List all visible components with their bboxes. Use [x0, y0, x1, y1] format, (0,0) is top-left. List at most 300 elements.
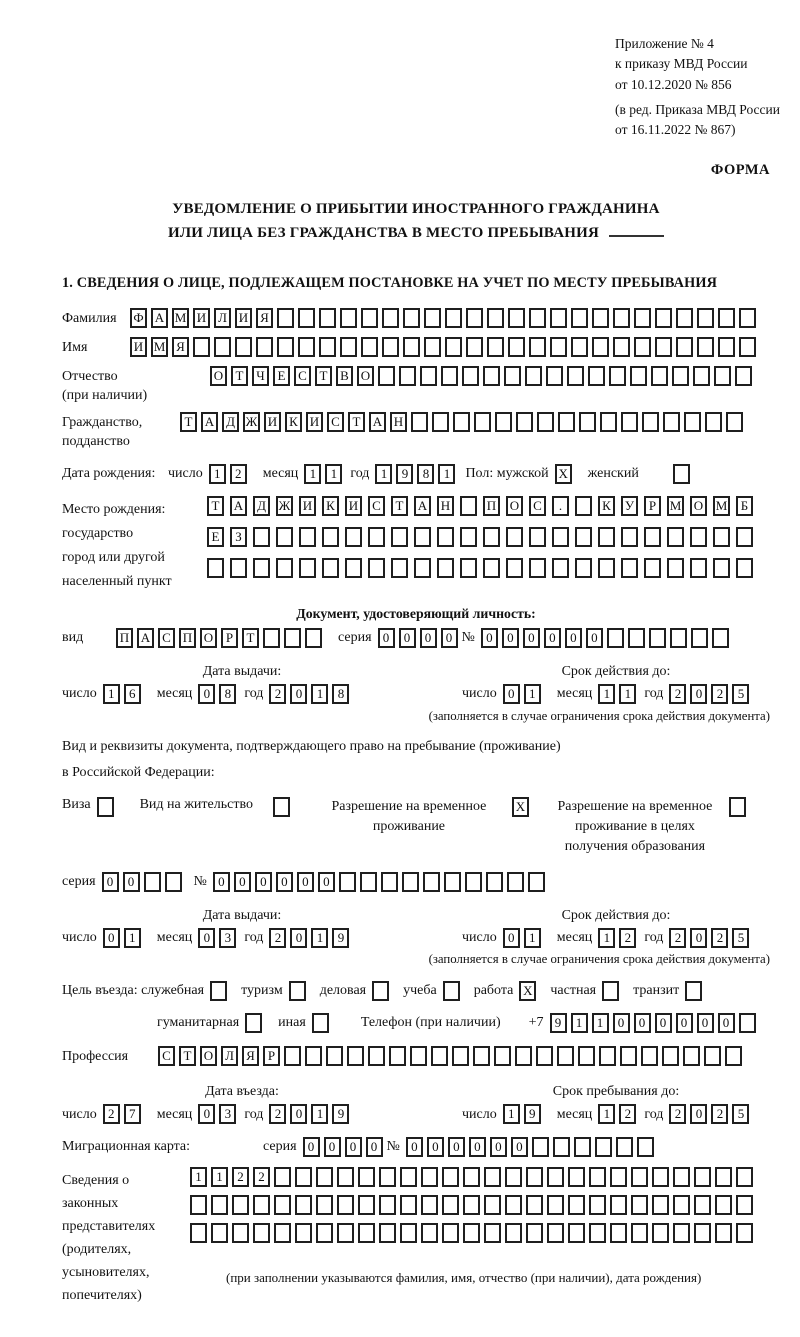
char-cell[interactable] [506, 558, 523, 578]
char-cell[interactable] [507, 872, 524, 892]
char-cell[interactable] [400, 1223, 417, 1243]
char-cell[interactable] [697, 337, 714, 357]
char-cell[interactable] [694, 1195, 711, 1215]
char-cell[interactable] [694, 1223, 711, 1243]
char-cell[interactable]: У [621, 496, 638, 516]
char-cell[interactable]: 0 [469, 1137, 486, 1157]
char-cell[interactable] [673, 1195, 690, 1215]
char-cell[interactable] [526, 1167, 543, 1187]
char-cell[interactable] [600, 412, 617, 432]
char-cell[interactable] [345, 558, 362, 578]
char-cell[interactable] [557, 1046, 574, 1066]
char-cell[interactable]: 8 [417, 464, 434, 484]
char-cell[interactable] [552, 558, 569, 578]
char-cell[interactable]: 2 [669, 1104, 686, 1124]
char-cell[interactable]: X [519, 981, 536, 1001]
char-cell[interactable] [368, 527, 385, 547]
char-cell[interactable] [299, 527, 316, 547]
char-cell[interactable]: 0 [634, 1013, 651, 1033]
char-cell[interactable]: Т [180, 412, 197, 432]
char-cell[interactable] [652, 1195, 669, 1215]
char-cell[interactable] [644, 527, 661, 547]
char-cell[interactable] [484, 1195, 501, 1215]
char-cell[interactable]: З [230, 527, 247, 547]
char-cell[interactable] [621, 527, 638, 547]
char-cell[interactable]: 1 [325, 464, 342, 484]
char-cell[interactable] [460, 527, 477, 547]
char-cell[interactable]: А [201, 412, 218, 432]
char-cell[interactable]: 7 [124, 1104, 141, 1124]
char-cell[interactable] [403, 337, 420, 357]
char-cell[interactable]: В [336, 366, 353, 386]
char-cell[interactable] [628, 628, 645, 648]
char-cell[interactable] [442, 1167, 459, 1187]
char-cell[interactable]: 1 [438, 464, 455, 484]
char-cell[interactable]: 2 [619, 928, 636, 948]
char-cell[interactable]: С [327, 412, 344, 432]
char-cell[interactable]: П [116, 628, 133, 648]
char-cell[interactable] [736, 1195, 753, 1215]
char-cell[interactable] [644, 558, 661, 578]
char-cell[interactable] [595, 1137, 612, 1157]
char-cell[interactable] [295, 1223, 312, 1243]
char-cell[interactable] [567, 366, 584, 386]
char-cell[interactable]: 1 [311, 1104, 328, 1124]
char-cell[interactable] [316, 1223, 333, 1243]
char-cell[interactable] [610, 1195, 627, 1215]
char-cell[interactable] [578, 1046, 595, 1066]
char-cell[interactable] [483, 558, 500, 578]
char-cell[interactable]: 0 [690, 928, 707, 948]
char-cell[interactable] [631, 1223, 648, 1243]
char-cell[interactable]: 0 [544, 628, 561, 648]
char-cell[interactable] [466, 308, 483, 328]
char-cell[interactable] [326, 1046, 343, 1066]
char-cell[interactable] [339, 872, 356, 892]
char-cell[interactable]: 0 [441, 628, 458, 648]
char-cell[interactable]: 6 [124, 684, 141, 704]
char-cell[interactable] [97, 797, 114, 817]
char-cell[interactable]: 3 [219, 928, 236, 948]
char-cell[interactable] [536, 1046, 553, 1066]
char-cell[interactable]: О [210, 366, 227, 386]
char-cell[interactable] [574, 1137, 591, 1157]
char-cell[interactable]: Ж [276, 496, 293, 516]
char-cell[interactable]: 2 [103, 1104, 120, 1124]
char-cell[interactable]: 2 [253, 1167, 270, 1187]
char-cell[interactable]: Д [253, 496, 270, 516]
char-cell[interactable]: А [230, 496, 247, 516]
char-cell[interactable]: 0 [318, 872, 335, 892]
char-cell[interactable] [253, 1223, 270, 1243]
char-cell[interactable] [463, 1195, 480, 1215]
char-cell[interactable] [253, 527, 270, 547]
char-cell[interactable] [553, 1137, 570, 1157]
char-cell[interactable] [609, 366, 626, 386]
char-cell[interactable]: 0 [123, 872, 140, 892]
char-cell[interactable] [411, 412, 428, 432]
char-cell[interactable] [410, 1046, 427, 1066]
char-cell[interactable] [621, 558, 638, 578]
char-cell[interactable]: 2 [619, 1104, 636, 1124]
char-cell[interactable]: О [690, 496, 707, 516]
char-cell[interactable] [400, 1195, 417, 1215]
char-cell[interactable] [598, 527, 615, 547]
char-cell[interactable]: 5 [732, 1104, 749, 1124]
char-cell[interactable]: 0 [427, 1137, 444, 1157]
char-cell[interactable] [505, 1195, 522, 1215]
char-cell[interactable] [316, 1167, 333, 1187]
char-cell[interactable] [378, 366, 395, 386]
char-cell[interactable] [630, 366, 647, 386]
char-cell[interactable] [379, 1223, 396, 1243]
char-cell[interactable]: И [235, 308, 252, 328]
char-cell[interactable] [690, 527, 707, 547]
char-cell[interactable] [284, 1046, 301, 1066]
char-cell[interactable] [372, 981, 389, 1001]
char-cell[interactable] [487, 337, 504, 357]
char-cell[interactable]: М [713, 496, 730, 516]
char-cell[interactable] [715, 1195, 732, 1215]
char-cell[interactable] [697, 308, 714, 328]
char-cell[interactable] [414, 527, 431, 547]
char-cell[interactable] [494, 1046, 511, 1066]
char-cell[interactable]: 0 [490, 1137, 507, 1157]
char-cell[interactable] [610, 1167, 627, 1187]
char-cell[interactable] [631, 1167, 648, 1187]
char-cell[interactable] [676, 308, 693, 328]
char-cell[interactable] [462, 366, 479, 386]
char-cell[interactable]: 0 [103, 928, 120, 948]
char-cell[interactable] [588, 366, 605, 386]
char-cell[interactable] [190, 1223, 207, 1243]
char-cell[interactable] [399, 366, 416, 386]
char-cell[interactable] [537, 412, 554, 432]
char-cell[interactable] [613, 337, 630, 357]
char-cell[interactable]: 0 [198, 928, 215, 948]
char-cell[interactable]: 0 [213, 872, 230, 892]
char-cell[interactable]: 0 [297, 872, 314, 892]
char-cell[interactable]: Т [348, 412, 365, 432]
char-cell[interactable] [358, 1223, 375, 1243]
char-cell[interactable] [437, 527, 454, 547]
char-cell[interactable] [424, 337, 441, 357]
char-cell[interactable]: 9 [396, 464, 413, 484]
char-cell[interactable] [602, 981, 619, 1001]
char-cell[interactable] [504, 366, 521, 386]
char-cell[interactable]: 0 [366, 1137, 383, 1157]
char-cell[interactable]: 1 [375, 464, 392, 484]
char-cell[interactable]: 5 [732, 928, 749, 948]
char-cell[interactable] [214, 337, 231, 357]
char-cell[interactable] [571, 308, 588, 328]
char-cell[interactable] [546, 366, 563, 386]
char-cell[interactable]: Т [179, 1046, 196, 1066]
char-cell[interactable] [274, 1167, 291, 1187]
char-cell[interactable] [704, 1046, 721, 1066]
char-cell[interactable] [508, 337, 525, 357]
char-cell[interactable]: 0 [198, 684, 215, 704]
char-cell[interactable]: 0 [234, 872, 251, 892]
char-cell[interactable] [568, 1167, 585, 1187]
char-cell[interactable] [298, 337, 315, 357]
char-cell[interactable] [289, 981, 306, 1001]
char-cell[interactable] [442, 1223, 459, 1243]
char-cell[interactable] [735, 366, 752, 386]
char-cell[interactable]: 0 [255, 872, 272, 892]
char-cell[interactable] [571, 337, 588, 357]
char-cell[interactable] [361, 337, 378, 357]
char-cell[interactable] [211, 1195, 228, 1215]
char-cell[interactable]: 1 [311, 928, 328, 948]
char-cell[interactable]: 1 [598, 928, 615, 948]
char-cell[interactable] [421, 1223, 438, 1243]
char-cell[interactable]: 2 [269, 928, 286, 948]
char-cell[interactable] [610, 1223, 627, 1243]
char-cell[interactable] [663, 412, 680, 432]
char-cell[interactable] [691, 628, 708, 648]
char-cell[interactable] [424, 308, 441, 328]
char-cell[interactable]: 2 [232, 1167, 249, 1187]
char-cell[interactable] [620, 1046, 637, 1066]
char-cell[interactable]: 0 [503, 684, 520, 704]
char-cell[interactable] [705, 412, 722, 432]
char-cell[interactable] [463, 1167, 480, 1187]
char-cell[interactable] [400, 1167, 417, 1187]
char-cell[interactable] [715, 1167, 732, 1187]
char-cell[interactable]: 0 [481, 628, 498, 648]
char-cell[interactable]: С [294, 366, 311, 386]
char-cell[interactable]: С [368, 496, 385, 516]
char-cell[interactable]: Л [214, 308, 231, 328]
char-cell[interactable] [667, 527, 684, 547]
char-cell[interactable] [273, 797, 290, 817]
char-cell[interactable]: 1 [503, 1104, 520, 1124]
char-cell[interactable] [453, 412, 470, 432]
char-cell[interactable]: Е [273, 366, 290, 386]
char-cell[interactable]: Е [207, 527, 224, 547]
char-cell[interactable] [592, 308, 609, 328]
char-cell[interactable] [474, 412, 491, 432]
char-cell[interactable] [421, 1167, 438, 1187]
char-cell[interactable] [670, 628, 687, 648]
char-cell[interactable]: Л [221, 1046, 238, 1066]
char-cell[interactable] [207, 558, 224, 578]
char-cell[interactable]: И [299, 496, 316, 516]
char-cell[interactable] [487, 308, 504, 328]
char-cell[interactable]: 1 [592, 1013, 609, 1033]
char-cell[interactable]: X [512, 797, 529, 817]
char-cell[interactable] [144, 872, 161, 892]
char-cell[interactable]: Р [221, 628, 238, 648]
char-cell[interactable] [736, 558, 753, 578]
char-cell[interactable] [414, 558, 431, 578]
char-cell[interactable] [683, 1046, 700, 1066]
char-cell[interactable] [621, 412, 638, 432]
char-cell[interactable] [515, 1046, 532, 1066]
char-cell[interactable] [345, 527, 362, 547]
char-cell[interactable] [235, 337, 252, 357]
char-cell[interactable]: Р [263, 1046, 280, 1066]
char-cell[interactable] [667, 558, 684, 578]
char-cell[interactable] [276, 527, 293, 547]
char-cell[interactable]: 0 [523, 628, 540, 648]
char-cell[interactable] [673, 464, 690, 484]
char-cell[interactable]: 0 [378, 628, 395, 648]
char-cell[interactable] [473, 1046, 490, 1066]
char-cell[interactable]: О [200, 1046, 217, 1066]
char-cell[interactable]: Т [231, 366, 248, 386]
char-cell[interactable] [193, 337, 210, 357]
char-cell[interactable]: 2 [269, 1104, 286, 1124]
char-cell[interactable] [463, 1223, 480, 1243]
char-cell[interactable] [382, 337, 399, 357]
char-cell[interactable] [718, 337, 735, 357]
char-cell[interactable] [613, 308, 630, 328]
char-cell[interactable]: Я [256, 308, 273, 328]
char-cell[interactable] [253, 558, 270, 578]
char-cell[interactable]: 0 [511, 1137, 528, 1157]
char-cell[interactable] [340, 337, 357, 357]
char-cell[interactable]: 0 [102, 872, 119, 892]
char-cell[interactable] [712, 628, 729, 648]
char-cell[interactable] [432, 412, 449, 432]
char-cell[interactable] [547, 1167, 564, 1187]
char-cell[interactable] [547, 1195, 564, 1215]
char-cell[interactable]: Т [391, 496, 408, 516]
char-cell[interactable]: И [193, 308, 210, 328]
char-cell[interactable] [589, 1195, 606, 1215]
char-cell[interactable] [676, 337, 693, 357]
char-cell[interactable] [736, 1167, 753, 1187]
char-cell[interactable]: X [555, 464, 572, 484]
char-cell[interactable] [607, 628, 624, 648]
char-cell[interactable] [421, 1195, 438, 1215]
char-cell[interactable] [532, 1137, 549, 1157]
char-cell[interactable] [715, 1223, 732, 1243]
char-cell[interactable]: 1 [103, 684, 120, 704]
char-cell[interactable] [505, 1167, 522, 1187]
char-cell[interactable] [358, 1195, 375, 1215]
char-cell[interactable] [322, 527, 339, 547]
char-cell[interactable]: Т [207, 496, 224, 516]
char-cell[interactable]: 0 [198, 1104, 215, 1124]
char-cell[interactable]: 1 [211, 1167, 228, 1187]
char-cell[interactable] [431, 1046, 448, 1066]
char-cell[interactable] [693, 366, 710, 386]
char-cell[interactable]: Р [644, 496, 661, 516]
char-cell[interactable]: 0 [586, 628, 603, 648]
char-cell[interactable]: 0 [345, 1137, 362, 1157]
char-cell[interactable] [298, 308, 315, 328]
char-cell[interactable]: 0 [613, 1013, 630, 1033]
char-cell[interactable]: К [285, 412, 302, 432]
char-cell[interactable] [276, 558, 293, 578]
char-cell[interactable] [690, 558, 707, 578]
char-cell[interactable]: М [151, 337, 168, 357]
char-cell[interactable] [256, 337, 273, 357]
char-cell[interactable] [347, 1046, 364, 1066]
char-cell[interactable] [672, 366, 689, 386]
char-cell[interactable] [232, 1223, 249, 1243]
char-cell[interactable]: О [506, 496, 523, 516]
char-cell[interactable]: Ф [130, 308, 147, 328]
char-cell[interactable]: 0 [399, 628, 416, 648]
char-cell[interactable] [713, 558, 730, 578]
char-cell[interactable] [736, 527, 753, 547]
char-cell[interactable]: 2 [711, 1104, 728, 1124]
char-cell[interactable]: А [414, 496, 431, 516]
char-cell[interactable] [547, 1223, 564, 1243]
char-cell[interactable] [305, 628, 322, 648]
char-cell[interactable] [599, 1046, 616, 1066]
char-cell[interactable] [673, 1167, 690, 1187]
char-cell[interactable] [337, 1167, 354, 1187]
char-cell[interactable]: И [345, 496, 362, 516]
char-cell[interactable] [466, 337, 483, 357]
char-cell[interactable]: 0 [697, 1013, 714, 1033]
char-cell[interactable] [506, 527, 523, 547]
char-cell[interactable] [739, 337, 756, 357]
char-cell[interactable]: 2 [269, 684, 286, 704]
char-cell[interactable] [210, 981, 227, 1001]
char-cell[interactable] [641, 1046, 658, 1066]
char-cell[interactable]: С [158, 1046, 175, 1066]
char-cell[interactable]: 1 [619, 684, 636, 704]
char-cell[interactable]: 1 [124, 928, 141, 948]
char-cell[interactable]: Б [736, 496, 753, 516]
char-cell[interactable]: 1 [524, 928, 541, 948]
char-cell[interactable] [550, 337, 567, 357]
char-cell[interactable]: 0 [502, 628, 519, 648]
char-cell[interactable]: П [483, 496, 500, 516]
char-cell[interactable] [460, 558, 477, 578]
char-cell[interactable] [319, 337, 336, 357]
char-cell[interactable]: О [200, 628, 217, 648]
char-cell[interactable] [337, 1223, 354, 1243]
char-cell[interactable] [694, 1167, 711, 1187]
char-cell[interactable] [529, 527, 546, 547]
char-cell[interactable]: 0 [303, 1137, 320, 1157]
char-cell[interactable]: 0 [420, 628, 437, 648]
char-cell[interactable]: 0 [290, 684, 307, 704]
char-cell[interactable] [589, 1167, 606, 1187]
char-cell[interactable]: М [667, 496, 684, 516]
char-cell[interactable] [739, 308, 756, 328]
char-cell[interactable] [525, 366, 542, 386]
char-cell[interactable]: И [264, 412, 281, 432]
char-cell[interactable] [389, 1046, 406, 1066]
char-cell[interactable] [319, 308, 336, 328]
char-cell[interactable]: Я [242, 1046, 259, 1066]
char-cell[interactable] [245, 1013, 262, 1033]
char-cell[interactable] [379, 1195, 396, 1215]
char-cell[interactable] [685, 981, 702, 1001]
char-cell[interactable] [444, 872, 461, 892]
char-cell[interactable]: Н [390, 412, 407, 432]
char-cell[interactable]: 9 [332, 1104, 349, 1124]
char-cell[interactable] [368, 558, 385, 578]
char-cell[interactable] [552, 527, 569, 547]
char-cell[interactable] [726, 412, 743, 432]
char-cell[interactable]: А [151, 308, 168, 328]
char-cell[interactable] [642, 412, 659, 432]
char-cell[interactable] [589, 1223, 606, 1243]
char-cell[interactable]: 0 [565, 628, 582, 648]
char-cell[interactable] [442, 1195, 459, 1215]
char-cell[interactable]: И [306, 412, 323, 432]
char-cell[interactable] [263, 628, 280, 648]
